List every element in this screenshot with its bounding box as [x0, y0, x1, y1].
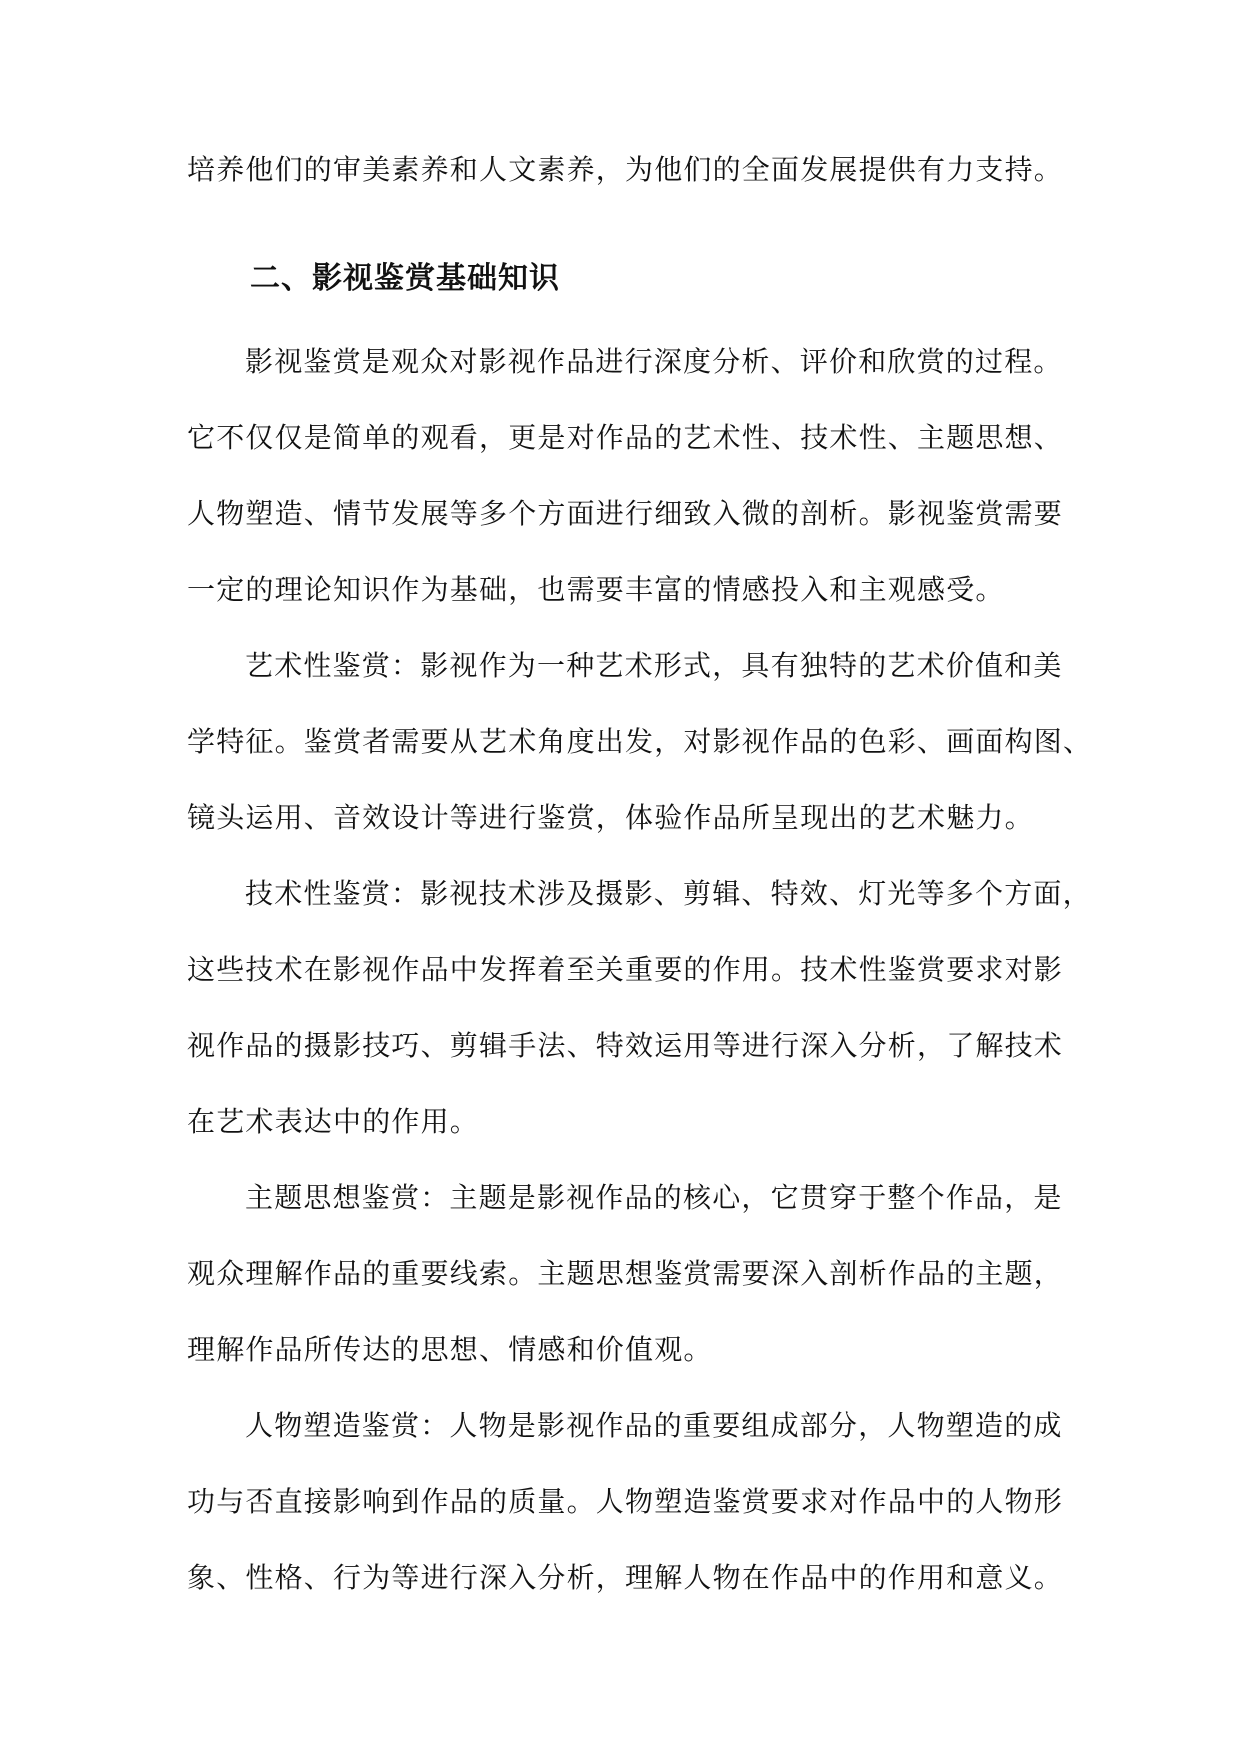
section-heading: 二、影视鉴赏基础知识 — [250, 261, 560, 296]
paragraph-line: 人物塑造鉴赏：人物是影视作品的重要组成部分，人物塑造的成 — [245, 1409, 1063, 1442]
paragraph-line: 一定的理论知识作为基础，也需要丰富的情感投入和主观感受。 — [187, 573, 1005, 606]
paragraph-line: 这些技术在影视作品中发挥着至关重要的作用。技术性鉴赏要求对影 — [187, 953, 1064, 986]
paragraph-line: 学特征。鉴赏者需要从艺术角度出发，对影视作品的色彩、画面构图、 — [187, 725, 1093, 758]
carryover-line: 培养他们的审美素养和人文素养，为他们的全面发展提供有力支持。 — [187, 153, 1064, 186]
paragraph-line: 镜头运用、音效设计等进行鉴赏，体验作品所呈现出的艺术魅力。 — [187, 801, 1034, 834]
paragraph-line: 理解作品所传达的思想、情感和价值观。 — [187, 1333, 713, 1366]
paragraph-line: 功与否直接影响到作品的质量。人物塑造鉴赏要求对作品中的人物形 — [187, 1485, 1064, 1518]
paragraph-line: 技术性鉴赏：影视技术涉及摄影、剪辑、特效、灯光等多个方面， — [245, 877, 1092, 910]
paragraph-line: 象、性格、行为等进行深入分析，理解人物在作品中的作用和意义。 — [187, 1561, 1064, 1594]
paragraph-line: 视作品的摄影技巧、剪辑手法、特效运用等进行深入分析，了解技术 — [187, 1029, 1064, 1062]
paragraph-line: 在艺术表达中的作用。 — [187, 1105, 480, 1138]
paragraph-line: 观众理解作品的重要线索。主题思想鉴赏需要深入剖析作品的主题， — [187, 1257, 1064, 1290]
paragraph-line: 影视鉴赏是观众对影视作品进行深度分析、评价和欣赏的过程。 — [245, 345, 1063, 378]
paragraph-line: 主题思想鉴赏：主题是影视作品的核心，它贯穿于整个作品，是 — [245, 1181, 1063, 1214]
paragraph-line: 艺术性鉴赏：影视作为一种艺术形式，具有独特的艺术价值和美 — [245, 649, 1063, 682]
paragraph-line: 它不仅仅是简单的观看，更是对作品的艺术性、技术性、主题思想、 — [187, 421, 1064, 454]
paragraph-line: 人物塑造、情节发展等多个方面进行细致入微的剖析。影视鉴赏需要 — [187, 497, 1064, 530]
